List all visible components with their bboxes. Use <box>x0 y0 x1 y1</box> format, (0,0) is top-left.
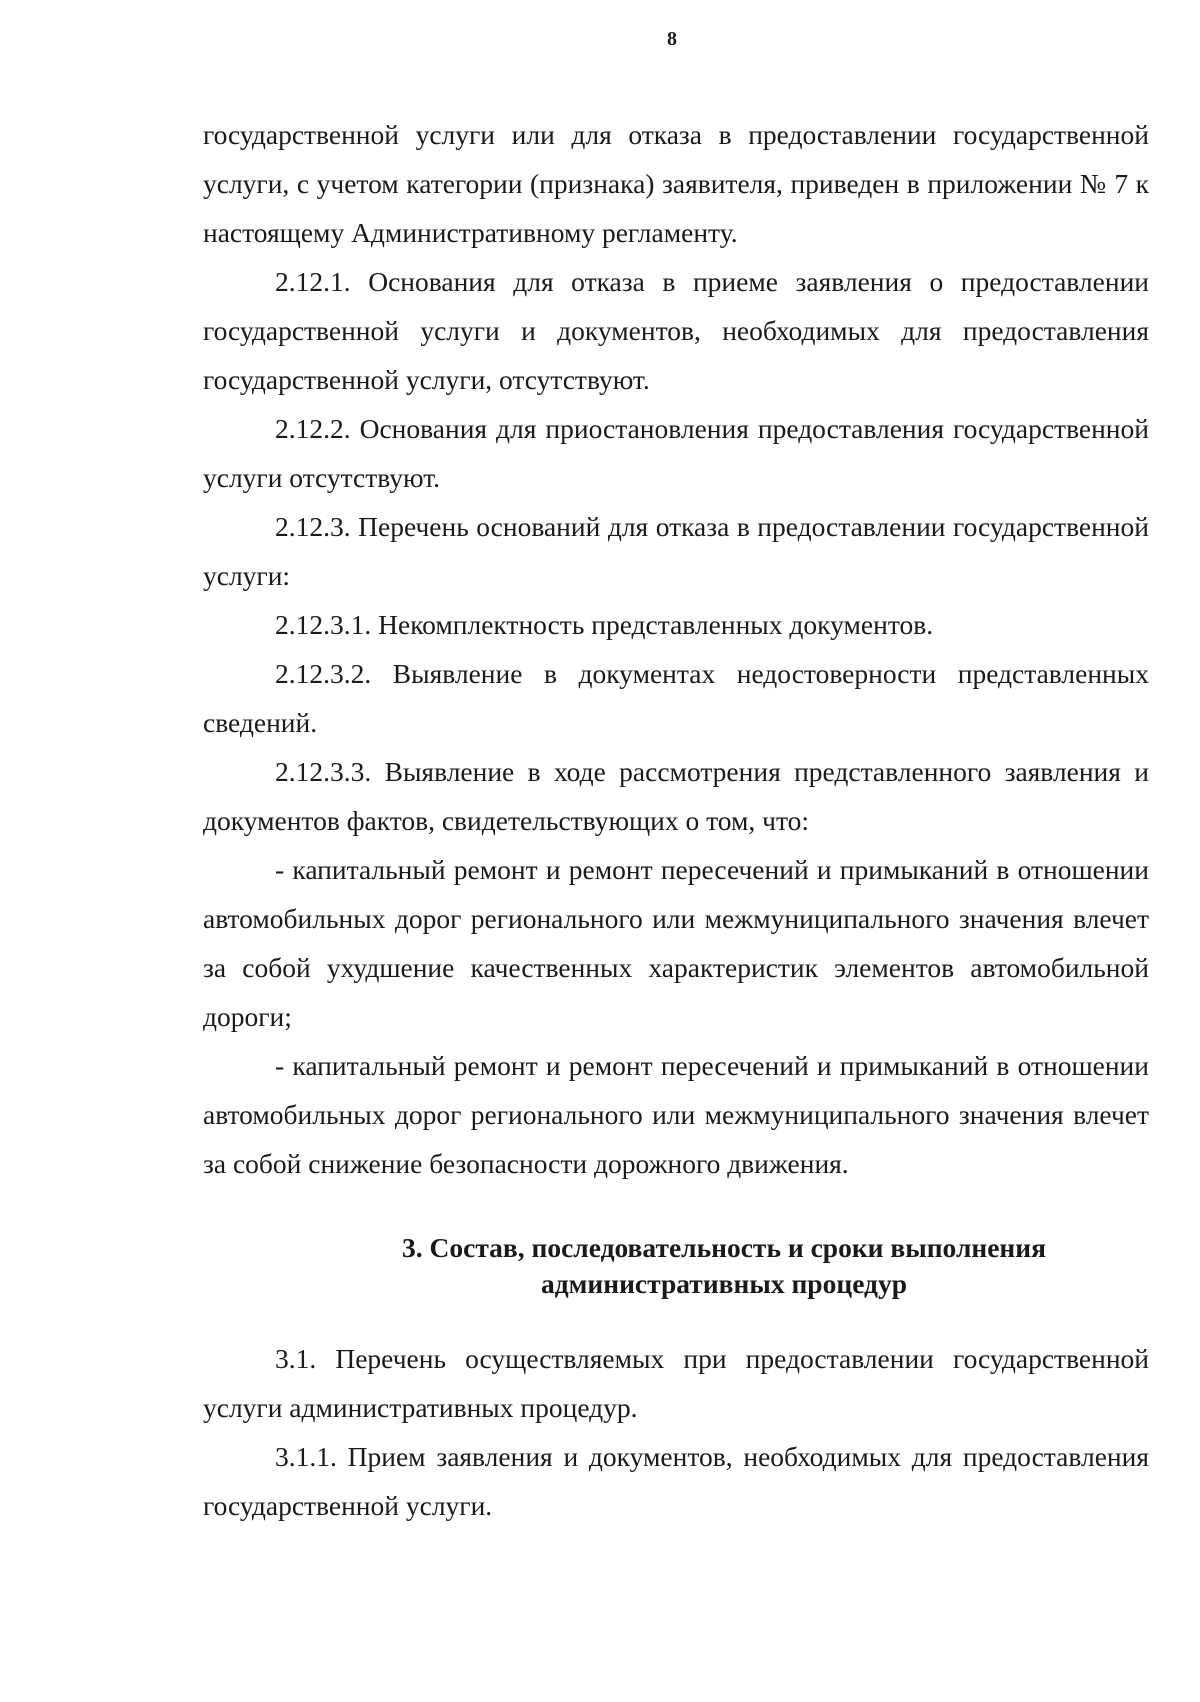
paragraph-2-12-2: 2.12.2. Основания для приостановления предоставления государственной услуги отсутствуют. <box>203 413 1149 493</box>
document-body <box>203 110 1149 1530</box>
list-item-safety: - капитальный ремонт и ремонт пересечений и примыканий в отношении автомобильных дорог регионального или межмуниципального значения влечет за собой снижение безопасности дорожного движения. <box>203 1050 1149 1179</box>
paragraph-3-1-1: 3.1.1. Прием заявления и документов, необходимых для предоставления государственной услуги. <box>203 1441 1149 1521</box>
page-number: 8 <box>667 28 677 50</box>
paragraph-2-12-3-1: 2.12.3.1. Некомплектность представленных документов. <box>275 609 934 640</box>
section-3-title-line-1: 3. Состав, последовательность и сроки выполнения <box>402 1232 1046 1263</box>
paragraph-2-12-1: 2.12.1. Основания для отказа в приеме заявления о предоставлении государственной услуги и документов, необходимых для предоставления государственной услуги, отсутствуют. <box>203 266 1149 395</box>
paragraph-continuation: государственной услуги или для отказа в предоставлении государственной услуги, с учетом категории (признака) заявителя, приведен в приложении № 7 к настоящему Административному регламенту. <box>203 119 1149 248</box>
paragraph-2-12-3-3: 2.12.3.3. Выявление в ходе рассмотрения представленного заявления и документов фактов, свидетельствующих о том, что: <box>203 756 1149 836</box>
section-3-title-line-2: административных процедур <box>541 1268 907 1299</box>
paragraph-2-12-3: 2.12.3. Перечень оснований для отказа в предоставлении государственной услуги: <box>203 511 1149 591</box>
paragraph-3-1: 3.1. Перечень осуществляемых при предоставлении государственной услуги административных процедур. <box>203 1343 1149 1423</box>
list-item-deterioration: - капитальный ремонт и ремонт пересечений и примыканий в отношении автомобильных дорог регионального или межмуниципального значения влечет за собой ухудшение качественных характеристик элементов автомобильной дороги; <box>203 854 1149 1032</box>
paragraph-2-12-3-2: 2.12.3.2. Выявление в документах недостоверности представленных сведений. <box>203 658 1149 738</box>
section-3-heading <box>203 1230 1149 1302</box>
